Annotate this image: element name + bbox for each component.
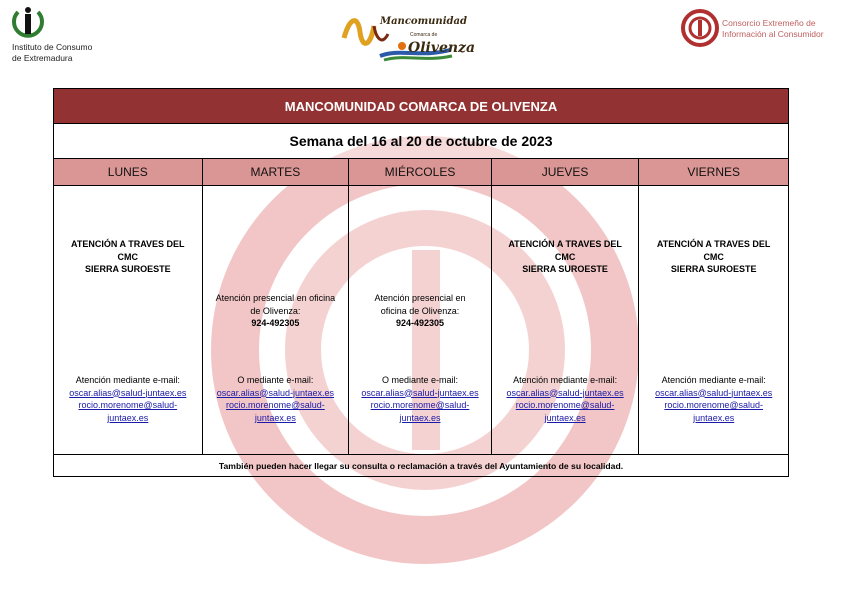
presencial-block — [203, 292, 349, 330]
email-link-rocio-part2[interactable]: juntaex.es — [107, 412, 149, 423]
cmc-notice — [639, 238, 788, 276]
phone-number: 924-492305 — [395, 318, 445, 328]
email-link-rocio-part2[interactable]: juntaex.es — [693, 412, 735, 423]
footer-note: También pueden hacer llegar su consulta o reclamación a través del Ayuntamiento de su localidad. — [53, 455, 789, 477]
schedule-table — [53, 88, 789, 477]
presencial-line-2: de Olivenza: — [250, 305, 301, 316]
email-block — [492, 374, 639, 424]
cmc-line-1: ATENCIÓN A TRAVES DEL — [71, 239, 185, 249]
email-link-rocio-part1[interactable]: rocio.morenome@salud- — [78, 400, 178, 410]
cmc-line-3: SIERRA SUROESTE — [670, 264, 757, 274]
center-logo-line-1: Mancomunidad — [380, 16, 467, 27]
consorcio-icon — [680, 8, 720, 48]
schedule-body-row — [53, 186, 789, 455]
presencial-block — [349, 292, 491, 330]
week-range: Semana del 16 al 20 de octubre de 2023 — [53, 124, 789, 159]
cmc-line-2: CMC — [117, 251, 139, 262]
consorcio-logo — [680, 8, 840, 56]
day-header-row — [53, 159, 789, 186]
email-link-rocio-part2[interactable]: juntaex.es — [544, 412, 586, 423]
email-label: Atención mediante e-mail: — [75, 375, 180, 385]
cell-jueves — [492, 186, 640, 454]
phone-number: 924-492305 — [251, 318, 300, 328]
cmc-line-2: CMC — [554, 251, 576, 262]
left-logo-line-2: de Extremadura — [12, 53, 73, 63]
cell-lunes — [54, 186, 203, 454]
instituto-consumo-logo — [8, 6, 118, 66]
right-logo-line-2: Información al Consumidor — [722, 29, 824, 39]
cell-miercoles — [349, 186, 492, 454]
email-label: Atención mediante e-mail: — [513, 375, 618, 385]
day-header-lunes: LUNES — [54, 159, 203, 185]
email-block — [349, 374, 491, 424]
email-link-oscar[interactable]: oscar.alias@salud-juntaex.es — [361, 387, 479, 398]
email-link-rocio-part1[interactable]: rocio.morenome@salud- — [515, 400, 615, 410]
mancomunidad-olivenza-logo — [340, 8, 476, 64]
center-logo-line-2: Comarca de — [410, 32, 438, 38]
email-block — [203, 374, 349, 424]
cmc-notice — [492, 238, 639, 276]
presencial-line-1: Atención presencial en — [374, 293, 466, 303]
cmc-line-3: SIERRA SUROESTE — [84, 264, 171, 274]
instituto-consumo-icon — [8, 6, 48, 40]
presencial-line-2: oficina de Olivenza: — [380, 305, 460, 316]
email-link-oscar[interactable]: oscar.alias@salud-juntaex.es — [216, 387, 334, 398]
right-logo-line-1: Consorcio Extremeño de — [722, 18, 816, 28]
cell-viernes — [639, 186, 788, 454]
email-link-rocio-part2[interactable]: juntaex.es — [399, 412, 441, 423]
email-link-rocio-part1[interactable]: rocio.morenome@salud- — [226, 400, 325, 410]
email-link-rocio-part1[interactable]: rocio.morenome@salud- — [664, 400, 764, 410]
center-logo-line-3: Olivenza — [408, 40, 476, 56]
cmc-line-1: ATENCIÓN A TRAVES DEL — [656, 239, 771, 249]
day-header-jueves: JUEVES — [492, 159, 640, 185]
cmc-notice — [54, 238, 202, 276]
email-link-rocio-part1[interactable]: rocio.morenome@salud- — [370, 400, 470, 410]
email-block — [54, 374, 202, 424]
email-link-oscar[interactable]: oscar.alias@salud-juntaex.es — [655, 387, 773, 398]
email-label: O mediante e-mail: — [237, 375, 314, 385]
day-header-martes: MARTES — [203, 159, 350, 185]
email-block — [639, 374, 788, 424]
cmc-line-2: CMC — [703, 251, 724, 262]
presencial-line-1: Atención presencial en oficina — [215, 293, 336, 303]
cmc-line-1: ATENCIÓN A TRAVES DEL — [508, 239, 622, 249]
email-link-oscar[interactable]: oscar.alias@salud-juntaex.es — [69, 387, 187, 398]
day-header-viernes: VIERNES — [687, 165, 741, 179]
email-label: O mediante e-mail: — [381, 375, 458, 385]
email-link-oscar[interactable]: oscar.alias@salud-juntaex.es — [506, 387, 624, 398]
cell-martes — [203, 186, 350, 454]
left-logo-line-1: Instituto de Consumo — [12, 42, 93, 52]
table-title: MANCOMUNIDAD COMARCA DE OLIVENZA — [53, 88, 789, 124]
email-link-rocio-part2[interactable]: juntaex.es — [254, 412, 296, 423]
cmc-line-3: SIERRA SUROESTE — [522, 264, 608, 274]
email-label: Atención mediante e-mail: — [661, 375, 766, 385]
day-header-miercoles: MIÉRCOLES — [349, 159, 492, 185]
